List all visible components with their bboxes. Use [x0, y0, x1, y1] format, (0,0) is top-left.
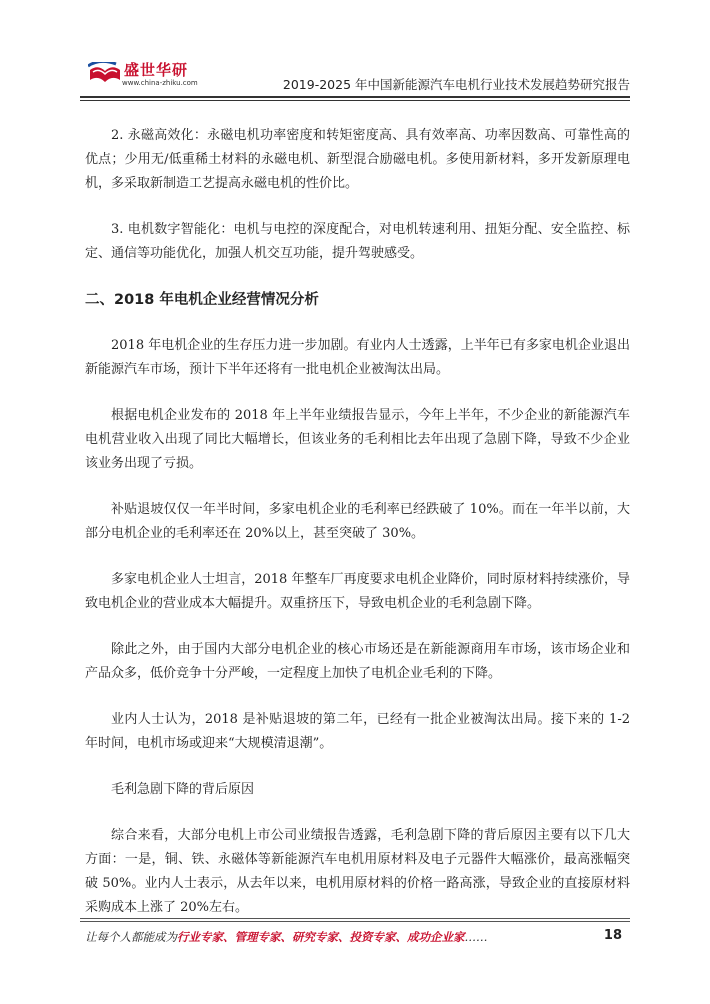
footer-highlight: 行业专家、管理专家、研究专家、投资专家、成功企业家	[177, 930, 465, 944]
footer-suffix: ……	[464, 930, 488, 944]
logo-url: www.china-zhiku.com	[122, 79, 198, 87]
header-divider	[80, 96, 630, 98]
page-header	[0, 0, 710, 104]
subheading-margin-decline: 毛利急剧下降的背后原因	[111, 782, 255, 797]
paragraph-cost-pressure: 多家电机企业人士坦言，2018 年整车厂再度要求电机企业降价，同时原材料持续涨价，导致电机企业的营业成本大幅提升。双重挤压下，导致电机企业的毛利急剧下降。	[85, 572, 630, 611]
book-logo-icon	[88, 62, 122, 84]
header-divider-thin	[80, 100, 630, 101]
section-heading: 二、2018 年电机企业经营情况分析	[85, 292, 319, 308]
footer-prefix: 让每个人都能成为	[85, 930, 177, 944]
paragraph-survival-pressure: 2018 年电机企业的生存压力进一步加剧。有业内人士透露，上半年已有多家电机企业退出新能源汽车市场，预计下半年还将有一批电机企业被淘汰出局。	[85, 338, 630, 377]
report-title: 2019-2025 年中国新能源汽车电机行业技术发展趋势研究报告	[282, 77, 630, 92]
paragraph-commercial-market: 除此之外，由于国内大部分电机企业的核心市场还是在新能源商用车市场，该市场企业和产品众多，低价竞争十分严峻，一定程度上加快了电机企业毛利的下降。	[85, 642, 630, 681]
paragraph-industry-outlook: 业内人士认为，2018 是补贴退坡的第二年，已经有一批企业被淘汰出局。接下来的 1-2 年时间，电机市场或迎来“大规模清退潮”。	[85, 712, 630, 751]
footer-divider-thin	[80, 921, 630, 922]
paragraph-digital-intelligence: 3. 电机数字智能化：电机与电控的深度配合，对电机转速利用、扭矩分配、安全监控、标定、通信等功能优化，加强人机交互功能，提升驾驶感受。	[85, 222, 630, 261]
page-number: 18	[603, 928, 622, 943]
paragraph-permanent-magnet: 2. 永磁高效化：永磁电机功率密度和转矩密度高、具有效率高、功率因数高、可靠性高的优点；少用无/低重稀土材料的永磁电机、新型混合励磁电机。多使用新材料，多开发新原理电机，多采取新制造工艺提高永磁电机的性价比。	[85, 128, 630, 191]
paragraph-reasons: 综合来看，大部分电机上市公司业绩报告透露，毛利急剧下降的背后原因主要有以下几大方面：一是，铜、铁、永磁体等新能源汽车电机用原材料及电子元器件大幅涨价，最高涨幅突破 50%。业内人士表示，从去年以来，电机用原材料的价格一路高涨，导致企业的直接原材料采购成本上涨了 20%左右。	[85, 828, 630, 915]
footer-slogan	[85, 929, 488, 945]
paragraph-subsidy-reduction: 补贴退坡仅仅一年半时间，多家电机企业的毛利率已经跌破了 10%。而在一年半以前，大部分电机企业的毛利率还在 20%以上，甚至突破了 30%。	[85, 502, 630, 541]
footer-divider	[80, 918, 630, 919]
logo-text: 盛世华研	[124, 61, 189, 79]
company-logo	[78, 40, 228, 98]
page-body	[85, 124, 630, 920]
paragraph-half-year-report: 根据电机企业发布的 2018 年上半年业绩报告显示，今年上半年，不少企业的新能源汽车电机营业收入出现了同比大幅增长，但该业务的毛利相比去年出现了急剧下降，导致不少企业该业务出现了亏损。	[85, 408, 630, 471]
